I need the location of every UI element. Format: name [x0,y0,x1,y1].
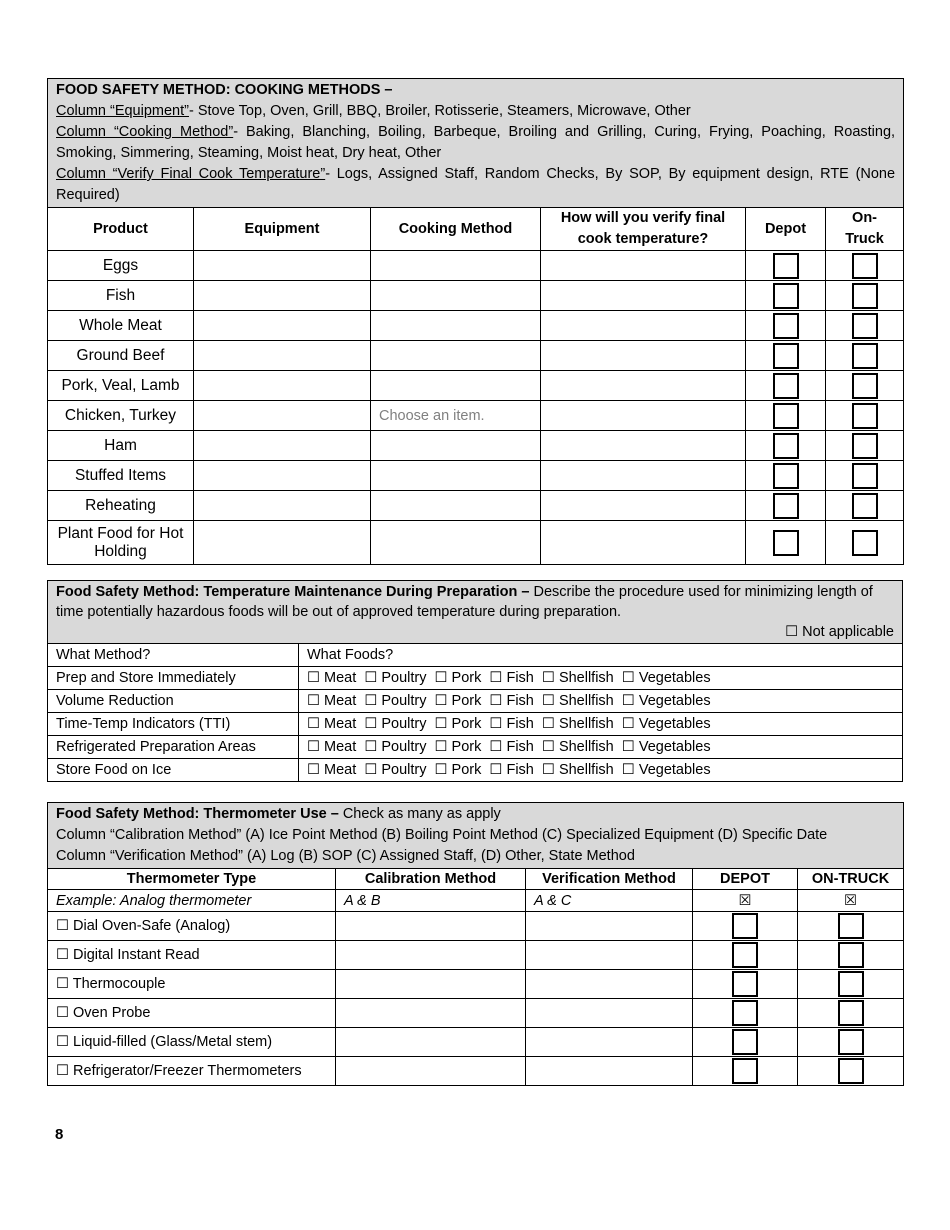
example-type: Example: Analog thermometer [48,890,336,912]
column-header: Calibration Method [336,869,526,890]
calibration-field[interactable] [336,1057,526,1086]
verify-field[interactable] [541,491,746,521]
truck-cell [826,371,904,401]
table-row [48,431,904,461]
thermometer-type-checkbox[interactable]: ☐ Dial Oven-Safe (Analog) [48,912,336,941]
on-truck-checkbox[interactable] [852,253,878,279]
table-row [48,1028,904,1057]
table-row [48,371,904,401]
verify-field[interactable] [541,281,746,311]
cooking-method-dropdown[interactable] [371,371,541,401]
verification-field[interactable] [526,1057,693,1086]
on-truck-checkbox[interactable] [852,530,878,556]
thermometer-type-checkbox[interactable]: ☐ Thermocouple [48,970,336,999]
calibration-field[interactable] [336,941,526,970]
truck-cell [826,521,904,565]
depot-checkbox[interactable] [773,463,799,489]
truck-cell [826,281,904,311]
depot-checkbox[interactable] [773,343,799,369]
product-name: Eggs [48,251,194,281]
product-name: Whole Meat [48,311,194,341]
thermometer-use-table [47,802,904,1086]
food-checkboxes[interactable]: ☐ Meat ☐ Poultry ☐ Pork ☐ Fish ☐ Shellfish ☐ Vegetables [299,690,903,713]
table-row [48,941,904,970]
table-row [48,401,904,431]
depot-checkbox[interactable] [732,971,758,997]
depot-cell [746,431,826,461]
column-header: Thermometer Type [48,869,336,890]
on-truck-checkbox[interactable] [852,373,878,399]
method-label: Refrigerated Preparation Areas [48,736,299,759]
cooking-method-dropdown[interactable] [371,461,541,491]
truck-cell [798,970,904,999]
on-truck-checkbox[interactable] [852,313,878,339]
verify-text: - Logs, Assigned Staff, Random Checks, By SOP, By equipment design, RTE (None Required) [56,166,896,203]
calibration-field[interactable] [336,1028,526,1057]
product-name: Fish [48,281,194,311]
food-checkboxes[interactable]: ☐ Meat ☐ Poultry ☐ Pork ☐ Fish ☐ Shellfish ☐ Vegetables [299,713,903,736]
example-truck-checkbox: ☒ [798,890,904,912]
cooking-method-dropdown[interactable]: Choose an item. [371,401,541,431]
method-label: Store Food on Ice [48,759,299,782]
verification-field[interactable] [526,1028,693,1057]
equipment-field[interactable] [194,431,371,461]
not-applicable-checkbox[interactable]: ☐ Not applicable [785,624,894,640]
thermometer-type-checkbox[interactable]: ☐ Oven Probe [48,999,336,1028]
verification-field[interactable] [526,970,693,999]
method-label: Time-Temp Indicators (TTI) [48,713,299,736]
calibration-field[interactable] [336,999,526,1028]
table-row [48,999,904,1028]
equipment-field[interactable] [194,461,371,491]
depot-cell [746,521,826,565]
depot-cell [693,1028,798,1057]
table-row [48,690,903,713]
product-name: Stuffed Items [48,461,194,491]
cooking-method-dropdown[interactable] [371,311,541,341]
table-row [48,311,904,341]
product-name: Plant Food for Hot Holding [48,521,194,565]
truck-cell [798,912,904,941]
depot-cell [693,999,798,1028]
on-truck-checkbox[interactable] [838,913,864,939]
thermometer-type-checkbox[interactable]: ☐ Digital Instant Read [48,941,336,970]
temp-header [48,581,903,644]
product-name: Pork, Veal, Lamb [48,371,194,401]
verification-field[interactable] [526,912,693,941]
verify-field[interactable] [541,431,746,461]
on-truck-checkbox[interactable] [852,493,878,519]
method-text: - Baking, Blanching, Boiling, Barbeque, Broiling and Grilling, Curing, Frying, Poaching, Roasting, Smoking, Simmering, Steaming, Moist heat, Dry heat, Other [56,124,896,161]
truck-cell [826,401,904,431]
method-label: Column “Cooking Method” [56,124,234,140]
depot-checkbox[interactable] [732,913,758,939]
truck-cell [798,941,904,970]
depot-cell [693,912,798,941]
thermometer-type-checkbox[interactable]: ☐ Refrigerator/Freezer Thermometers [48,1057,336,1086]
verification-field[interactable] [526,999,693,1028]
depot-cell [746,251,826,281]
table-row [48,759,903,782]
cooking-method-dropdown[interactable] [371,491,541,521]
depot-checkbox[interactable] [732,1029,758,1055]
food-checkboxes[interactable]: ☐ Meat ☐ Poultry ☐ Pork ☐ Fish ☐ Shellfish ☐ Vegetables [299,759,903,782]
truck-cell [798,1057,904,1086]
depot-checkbox[interactable] [732,1000,758,1026]
thermo-title: Food Safety Method: Thermometer Use – [56,806,339,822]
table-row [48,251,904,281]
food-checkboxes[interactable]: ☐ Meat ☐ Poultry ☐ Pork ☐ Fish ☐ Shellfish ☐ Vegetables [299,736,903,759]
col-what-foods: What Foods? [299,644,903,667]
depot-checkbox[interactable] [773,373,799,399]
depot-checkbox[interactable] [773,253,799,279]
thermometer-type-checkbox[interactable]: ☐ Liquid-filled (Glass/Metal stem) [48,1028,336,1057]
table-row [48,970,904,999]
page-number: 8 [55,1126,64,1143]
equipment-field[interactable] [194,251,371,281]
on-truck-checkbox[interactable] [838,942,864,968]
col-what-method: What Method? [48,644,299,667]
equipment-field[interactable] [194,341,371,371]
on-truck-checkbox[interactable] [838,971,864,997]
verif-legend: Column “Verification Method” (A) Log (B) SOP (C) Assigned Staff, (D) Other, State Method [56,848,635,864]
cooking-title: FOOD SAFETY METHOD: COOKING METHODS – [56,82,393,98]
verify-field[interactable] [541,521,746,565]
verify-field[interactable] [541,341,746,371]
depot-cell [746,371,826,401]
column-header: DEPOT [693,869,798,890]
on-truck-checkbox[interactable] [838,1058,864,1084]
table-row [48,281,904,311]
column-header: Product [48,208,194,251]
on-truck-checkbox[interactable] [852,433,878,459]
cooking-header [48,79,904,208]
method-label: Volume Reduction [48,690,299,713]
depot-cell [746,401,826,431]
example-depot-checkbox: ☒ [693,890,798,912]
calibration-field[interactable] [336,912,526,941]
table-row [48,521,904,565]
depot-checkbox[interactable] [773,403,799,429]
depot-checkbox[interactable] [773,283,799,309]
equipment-field[interactable] [194,371,371,401]
verify-field[interactable] [541,401,746,431]
verify-field[interactable] [541,311,746,341]
thermo-header [48,803,904,869]
column-header: How will you verify final cook temperature? [541,208,746,251]
verify-field[interactable] [541,251,746,281]
depot-checkbox[interactable] [773,433,799,459]
on-truck-checkbox[interactable] [838,1029,864,1055]
product-name: Ham [48,431,194,461]
column-header: Depot [746,208,826,251]
on-truck-checkbox[interactable] [852,283,878,309]
depot-checkbox[interactable] [773,493,799,519]
verify-label: Column “Verify Final Cook Temperature” [56,166,326,182]
example-calibration: A & B [336,890,526,912]
on-truck-checkbox[interactable] [838,1000,864,1026]
equipment-field[interactable] [194,311,371,341]
truck-cell [826,341,904,371]
column-header: Verification Method [526,869,693,890]
equipment-field[interactable] [194,521,371,565]
truck-cell [798,999,904,1028]
verification-field[interactable] [526,941,693,970]
depot-checkbox[interactable] [773,530,799,556]
calibration-field[interactable] [336,970,526,999]
cooking-methods-table [47,78,904,565]
product-name: Reheating [48,491,194,521]
table-row [48,713,903,736]
cooking-method-dropdown[interactable] [371,431,541,461]
equip-label: Column “Equipment” [56,103,189,119]
truck-cell [826,431,904,461]
column-header: On-Truck [826,208,904,251]
column-header: Equipment [194,208,371,251]
table-row [48,912,904,941]
method-label: Prep and Store Immediately [48,667,299,690]
equip-text: - Stove Top, Oven, Grill, BBQ, Broiler, Rotisserie, Steamers, Microwave, Other [188,103,691,119]
table-row [48,461,904,491]
table-row [48,667,903,690]
cooking-method-dropdown[interactable] [371,341,541,371]
depot-cell [746,341,826,371]
column-header: Cooking Method [371,208,541,251]
truck-cell [826,311,904,341]
depot-cell [746,311,826,341]
depot-cell [746,491,826,521]
depot-checkbox[interactable] [732,1058,758,1084]
cooking-method-dropdown[interactable] [371,281,541,311]
temperature-maintenance-table [47,580,903,782]
cooking-method-dropdown[interactable] [371,521,541,565]
verify-field[interactable] [541,371,746,401]
temp-desc: Describe the procedure used for minimizing length of time potentially hazardous foods will be out of approved temperature during preparation. [56,584,873,620]
verify-field[interactable] [541,461,746,491]
equipment-field[interactable] [194,281,371,311]
truck-cell [826,461,904,491]
depot-cell [693,970,798,999]
on-truck-checkbox[interactable] [852,403,878,429]
column-header: ON-TRUCK [798,869,904,890]
truck-cell [826,251,904,281]
truck-cell [826,491,904,521]
table-row [48,1057,904,1086]
temp-title: Food Safety Method: Temperature Maintenance During Preparation – [56,584,530,600]
product-name: Chicken, Turkey [48,401,194,431]
table-row [48,491,904,521]
example-row [48,890,904,912]
depot-cell [693,1057,798,1086]
depot-cell [693,941,798,970]
food-checkboxes[interactable]: ☐ Meat ☐ Poultry ☐ Pork ☐ Fish ☐ Shellfish ☐ Vegetables [299,667,903,690]
cooking-method-dropdown[interactable] [371,251,541,281]
truck-cell [798,1028,904,1057]
on-truck-checkbox[interactable] [852,343,878,369]
thermo-note: Check as many as apply [338,806,501,822]
on-truck-checkbox[interactable] [852,463,878,489]
table-row [48,736,903,759]
depot-checkbox[interactable] [732,942,758,968]
example-verification: A & C [526,890,693,912]
product-name: Ground Beef [48,341,194,371]
equipment-field[interactable] [194,491,371,521]
depot-cell [746,281,826,311]
table-row [48,341,904,371]
calib-legend: Column “Calibration Method” (A) Ice Point Method (B) Boiling Point Method (C) Specialized Equipment (D) Specific Date [56,827,828,843]
depot-cell [746,461,826,491]
depot-checkbox[interactable] [773,313,799,339]
equipment-field[interactable] [194,401,371,431]
